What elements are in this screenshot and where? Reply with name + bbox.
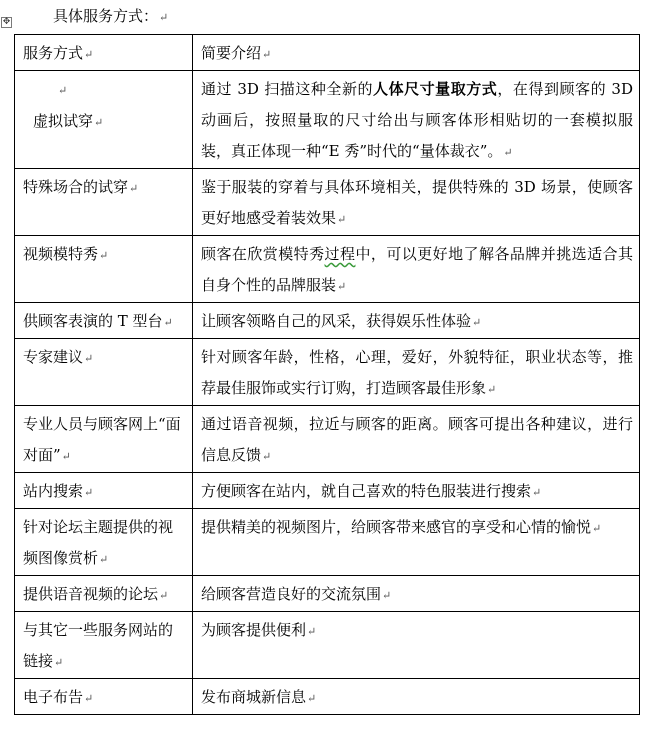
method-cell: 电子布告↵ (15, 679, 193, 715)
intro-cell: 鉴于服装的穿着与具体环境相关，提供特殊的 3D 场景，使顾客更好地感受着装效果↵ (193, 169, 640, 236)
method-cell: 站内搜索↵ (15, 473, 193, 509)
bold-term: 人体尺寸量取方式 (373, 80, 498, 98)
method-cell: ↵ 虚拟试穿↵ (15, 71, 193, 169)
table-row (15, 71, 640, 169)
table-row (15, 509, 640, 576)
method-cell: 供顾客表演的 T 型台↵ (15, 303, 193, 339)
header-cell-method: 服务方式↵ (15, 35, 193, 71)
method-cell: 与其它一些服务网站的链接↵ (15, 612, 193, 679)
table-row (15, 169, 640, 236)
service-table (14, 34, 640, 715)
method-cell: 提供语音视频的论坛↵ (15, 576, 193, 612)
intro-cell: 给顾客营造良好的交流氛围↵ (193, 576, 640, 612)
table-row (15, 576, 640, 612)
intro-cell: 方便顾客在站内，就自己喜欢的特色服装进行搜索↵ (193, 473, 640, 509)
move-anchor-icon[interactable]: ✥ (2, 17, 11, 27)
intro-cell: 顾客在欣赏模特秀过程中，可以更好地了解各品牌并挑选适合其自身个性的品牌服装↵ (193, 236, 640, 303)
method-cell: 特殊场合的试穿↵ (15, 169, 193, 236)
intro-cell: 让顾客领略自己的风采，获得娱乐性体验↵ (193, 303, 640, 339)
method-cell: 视频模特秀↵ (15, 236, 193, 303)
intro-cell: 为顾客提供便利↵ (193, 612, 640, 679)
intro-cell: 提供精美的视频图片，给顾客带来感官的享受和心情的愉悦↵ (193, 509, 640, 576)
intro-cell: 针对顾客年龄，性格，心理，爱好，外貌特征，职业状态等，推荐最佳服饰或实行订购，打造顾客最佳形象↵ (193, 339, 640, 406)
grammar-underline: 过程 (324, 245, 356, 263)
table-row (15, 473, 640, 509)
intro-cell: 通过语音视频，拉近与顾客的距离。顾客可提出各种建议，进行信息反馈↵ (193, 406, 640, 473)
method-cell: 针对论坛主题提供的视频图像赏析↵ (15, 509, 193, 576)
intro-cell: 通过 3D 扫描这种全新的人体尺寸量取方式，在得到顾客的 3D 动画后，按照量取的尺寸给出与顾客体形相贴切的一套模拟服装，真正体现一种“E 秀”时代的“量体裁衣”。↵ (193, 71, 640, 169)
header-cell-intro: 简要介绍↵ (193, 35, 640, 71)
table-row (15, 236, 640, 303)
table-row (15, 303, 640, 339)
table-row (15, 612, 640, 679)
table-row (15, 339, 640, 406)
intro-cell: 发布商城新信息↵ (193, 679, 640, 715)
method-cell: 专家建议↵ (15, 339, 193, 406)
table-header-row (15, 35, 640, 71)
table-row (15, 406, 640, 473)
method-cell: 专业人员与顾客网上“面对面”↵ (15, 406, 193, 473)
table-row (15, 679, 640, 715)
section-heading: 具体服务方式：↵ (53, 7, 169, 25)
